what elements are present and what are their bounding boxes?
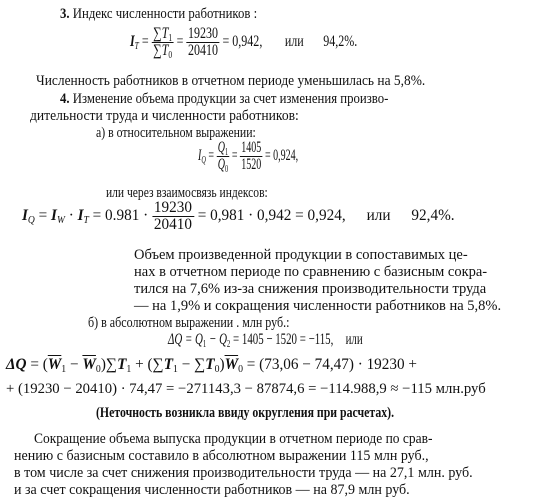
paragraph-line-2: нах в отчетном периоде по сравнению с базисным сокра- — [134, 264, 488, 280]
paragraph-line-4: — на 1,9% и сокращения численности работников на 5,8%. — [134, 298, 502, 314]
frac-q-num: Q — [217, 139, 225, 156]
paragraph-line-1: Объем произведенной продукции в сопоставимых це- — [134, 247, 468, 263]
eq-a-lhs-sub: Q — [201, 155, 206, 167]
equation-headcount-index: $I_T$ = $\frac{\sum T_1}{\sum T_0}$ = $\frac{19230}{20410}$ = 0,942, или 94,2%. — [130, 25, 358, 61]
frac-q-den-value: 1520 — [241, 156, 262, 173]
equation-output-index: $I_Q$ = $\frac{Q_1}{Q_0}$ = $\frac{1405}{1520}$ = 0,924, — [198, 139, 299, 175]
frac-num: ∑T — [153, 25, 169, 42]
equation-absolute-change: $\Delta Q = Q_1 - Q_2 = 1405 - 1520 = -115$, или — [168, 331, 363, 350]
eq-result: = 0,942, — [222, 33, 263, 51]
eq-c-or: или — [345, 331, 363, 348]
frac-q-num-value: 1405 — [241, 139, 262, 156]
frac-den-sub: 0 — [168, 50, 173, 61]
section-4-heading-line2: дительности труда и численности работников: — [30, 108, 299, 124]
section-4-title-1: Изменение объема продукции за счет изменения произво- — [72, 91, 389, 107]
eq-b-percent: 92,4%. — [411, 207, 455, 225]
fraction-q-values — [240, 140, 263, 173]
frac-b-den-value: 20410 — [153, 216, 192, 233]
eq-c-values: = 1405 − 1520 = −115, — [233, 331, 334, 348]
section-4-heading-line1 — [60, 91, 534, 108]
eq-d-tail: = (73,06 − 74,47) · 19230 + — [246, 356, 417, 373]
section-3-title: Индекс численности работников : — [72, 6, 258, 22]
fraction-values — [186, 26, 219, 59]
eq-b-part2: = 0,981 · 0,942 = 0,924, — [197, 207, 346, 225]
final-line-4: и за счет сокращения численности работников — на 87,9 млн руб. — [14, 482, 410, 498]
interrelation-label: или через взаимосвязь индексов: — [106, 185, 268, 201]
section-3-number: 3. — [60, 6, 70, 22]
eq-lhs-sub: T — [134, 41, 139, 53]
section-4-number: 4. — [60, 91, 70, 107]
fraction-symbolic — [152, 26, 174, 59]
fraction-q — [216, 140, 229, 173]
equation-decomposition-line1: $\Delta Q = (\overline{W}_1 - \overline{W}_0)\sum T_1 + (\sum T_1 - \sum T_0)\overline{W}_0 = (73,06 - 74,47) \cdot 19230$ + — [6, 356, 417, 375]
frac-q-den-sub: 0 — [224, 164, 229, 175]
final-line-2: нению с базисным составило в абсолютном выражении 115 млн руб., — [14, 448, 429, 464]
sub-a-label: а) в относительном выражении: — [96, 125, 256, 141]
frac-b-num-value: 19230 — [153, 199, 192, 216]
fraction-b-values — [152, 200, 194, 233]
equation-index-interrelation: $I_Q = I_W \cdot I_T = 0.981$ · $\frac{19230}{20410}$ = 0,981 · 0,942 = 0,924, или 92,4%. — [22, 199, 455, 233]
frac-q-num-sub: 1 — [224, 147, 229, 158]
headcount-conclusion: Численность работников в отчетном периоде уменьшилась на 5,8%. — [36, 73, 426, 89]
frac-num-value: 19230 — [187, 25, 218, 42]
final-line-1: Сокращение объема выпуска продукции в отчетном периоде по срав- — [34, 431, 433, 447]
eq-lhs: I — [130, 33, 135, 51]
eq-b-part1: = 0.981 · — [92, 207, 149, 225]
frac-num-sub: 1 — [168, 33, 173, 44]
eq-or: или — [284, 33, 304, 51]
paragraph-line-3: тился на 7,6% из-за снижения производительности труда — [134, 281, 487, 297]
eq-b-or: или — [366, 207, 391, 225]
sub-b-label: б) в абсолютном выражении . млн руб.: — [88, 315, 290, 331]
eq-a-lhs: I — [198, 147, 202, 165]
frac-den-value: 20410 — [187, 42, 218, 59]
rounding-note: (Неточность возникла ввиду округления при расчетах). — [96, 405, 395, 421]
equation-decomposition-line2: + (19230 − 20410) · 74,47 = −27114З,3 − 87874,6 = −114.988,9 ≈ −115 млн.руб — [6, 381, 486, 397]
frac-q-den: Q — [217, 156, 225, 173]
section-3-heading — [60, 6, 534, 23]
final-line-3: в том числе за счет снижения производительности труда — на 27,1 млн. руб. — [14, 465, 473, 481]
frac-den: ∑T — [153, 42, 169, 59]
eq-a-result: = 0,924, — [264, 147, 299, 165]
eq-percent: 94,2%. — [323, 33, 358, 51]
